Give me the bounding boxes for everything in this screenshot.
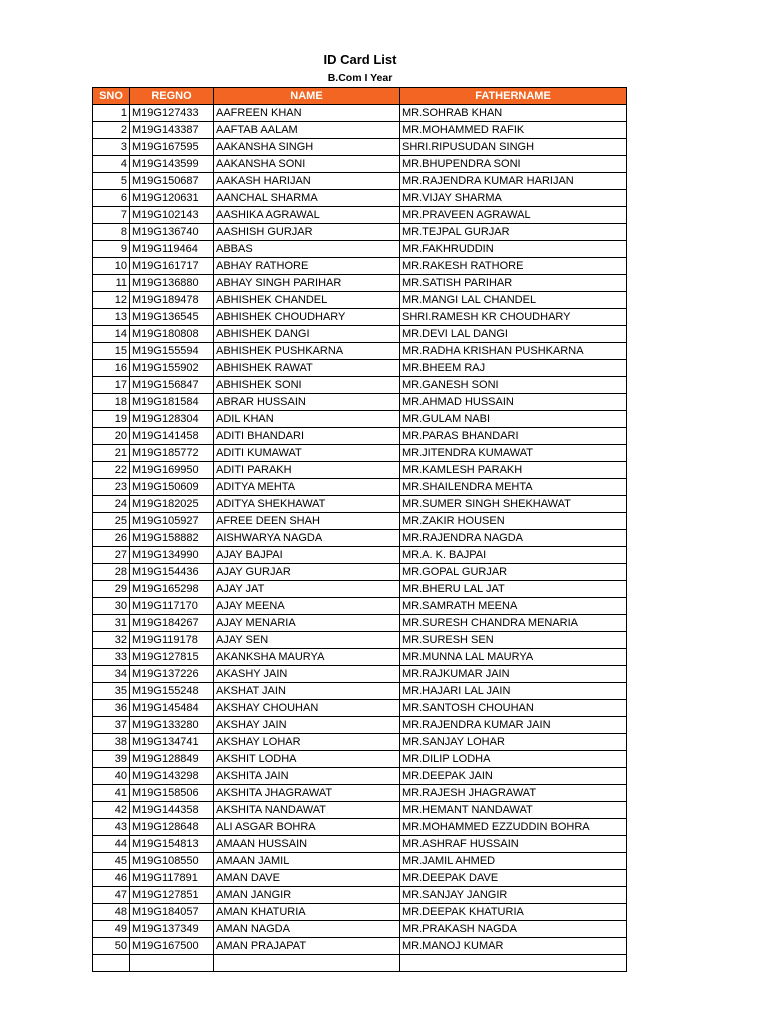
cell-regno: M19G141458 (130, 428, 214, 445)
table-row (93, 479, 627, 496)
cell-sno: 21 (93, 445, 130, 462)
cell-sno: 37 (93, 717, 130, 734)
table-row (93, 105, 627, 122)
cell-name: AAKASH HARIJAN (214, 173, 400, 190)
cell-regno: M19G119178 (130, 632, 214, 649)
cell-fathername: MR.PARAS BHANDARI (400, 428, 627, 445)
table-row (93, 530, 627, 547)
cell-name: AASHISH GURJAR (214, 224, 400, 241)
table-row (93, 649, 627, 666)
cell-sno: 5 (93, 173, 130, 190)
cell-sno: 33 (93, 649, 130, 666)
cell-sno: 3 (93, 139, 130, 156)
cell-sno: 38 (93, 734, 130, 751)
cell-sno: 19 (93, 411, 130, 428)
cell-regno: M19G185772 (130, 445, 214, 462)
cell-regno: M19G150687 (130, 173, 214, 190)
cell-name: AKANKSHA MAURYA (214, 649, 400, 666)
cell-regno: M19G143298 (130, 768, 214, 785)
cell-sno: 24 (93, 496, 130, 513)
cell-sno: 7 (93, 207, 130, 224)
cell-regno: M19G137226 (130, 666, 214, 683)
table-row (93, 734, 627, 751)
cell-fathername: MR.DEVI LAL DANGI (400, 326, 627, 343)
cell-name: ADITI BHANDARI (214, 428, 400, 445)
cell-sno: 29 (93, 581, 130, 598)
table-row (93, 241, 627, 258)
cell-regno: M19G184057 (130, 904, 214, 921)
cell-name: AJAY SEN (214, 632, 400, 649)
cell-sno: 11 (93, 275, 130, 292)
cell-fathername: MR.HAJARI LAL JAIN (400, 683, 627, 700)
cell-regno: M19G136545 (130, 309, 214, 326)
cell-fathername: MR.TEJPAL GURJAR (400, 224, 627, 241)
cell-fathername: MR.JITENDRA KUMAWAT (400, 445, 627, 462)
cell-name: AJAY JAT (214, 581, 400, 598)
cell-fathername: MR.GULAM NABI (400, 411, 627, 428)
cell-regno: M19G161717 (130, 258, 214, 275)
cell-fathername: MR.MANOJ KUMAR (400, 938, 627, 955)
cell-sno: 40 (93, 768, 130, 785)
cell-sno: 49 (93, 921, 130, 938)
cell-name: AMAN DAVE (214, 870, 400, 887)
table-row (93, 700, 627, 717)
cell-name: AAKANSHA SONI (214, 156, 400, 173)
cell-name: AMAN JANGIR (214, 887, 400, 904)
cell-sno: 26 (93, 530, 130, 547)
cell-regno: M19G158506 (130, 785, 214, 802)
cell-regno: M19G136740 (130, 224, 214, 241)
cell-fathername: MR.GANESH SONI (400, 377, 627, 394)
table-row (93, 666, 627, 683)
table-row (93, 173, 627, 190)
table-row (93, 309, 627, 326)
table-row (93, 564, 627, 581)
cell-sno: 16 (93, 360, 130, 377)
cell-regno: M19G155594 (130, 343, 214, 360)
table-row (93, 887, 627, 904)
cell-fathername: MR.HEMANT NANDAWAT (400, 802, 627, 819)
cell-sno: 43 (93, 819, 130, 836)
cell-regno: M19G165298 (130, 581, 214, 598)
cell-sno: 44 (93, 836, 130, 853)
cell-name: ADITYA MEHTA (214, 479, 400, 496)
cell-empty (93, 955, 130, 972)
cell-fathername: MR.JAMIL AHMED (400, 853, 627, 870)
cell-name: AJAY GURJAR (214, 564, 400, 581)
cell-name: AFREE DEEN SHAH (214, 513, 400, 530)
cell-regno: M19G127851 (130, 887, 214, 904)
cell-fathername: MR.ZAKIR HOUSEN (400, 513, 627, 530)
cell-name: AKSHITA JAIN (214, 768, 400, 785)
cell-regno: M19G158882 (130, 530, 214, 547)
column-header-sno: SNO (93, 88, 130, 105)
cell-empty (214, 955, 400, 972)
cell-sno: 25 (93, 513, 130, 530)
cell-name: AJAY MEENA (214, 598, 400, 615)
cell-name: ABBAS (214, 241, 400, 258)
cell-fathername: MR.MUNNA LAL MAURYA (400, 649, 627, 666)
cell-name: AMAN NAGDA (214, 921, 400, 938)
cell-name: ADIL KHAN (214, 411, 400, 428)
cell-sno: 18 (93, 394, 130, 411)
cell-sno: 15 (93, 343, 130, 360)
cell-name: AJAY BAJPAI (214, 547, 400, 564)
table-row (93, 122, 627, 139)
cell-name: ADITI KUMAWAT (214, 445, 400, 462)
cell-regno: M19G117891 (130, 870, 214, 887)
table-row (93, 683, 627, 700)
cell-name: ALI ASGAR BOHRA (214, 819, 400, 836)
cell-fathername: MR.A. K. BAJPAI (400, 547, 627, 564)
cell-name: AAKANSHA SINGH (214, 139, 400, 156)
cell-name: AISHWARYA NAGDA (214, 530, 400, 547)
table-row (93, 275, 627, 292)
cell-regno: M19G169950 (130, 462, 214, 479)
document-subtitle: B.Com I Year (327, 72, 393, 84)
cell-regno: M19G119464 (130, 241, 214, 258)
table-row (93, 717, 627, 734)
table-row (93, 836, 627, 853)
cell-regno: M19G155248 (130, 683, 214, 700)
cell-regno: M19G189478 (130, 292, 214, 309)
cell-fathername: MR.FAKHRUDDIN (400, 241, 627, 258)
cell-name: AJAY MENARIA (214, 615, 400, 632)
table-row (93, 343, 627, 360)
cell-regno: M19G155902 (130, 360, 214, 377)
table-row (93, 513, 627, 530)
cell-name: AMAAN JAMIL (214, 853, 400, 870)
cell-empty (130, 955, 214, 972)
cell-sno: 45 (93, 853, 130, 870)
cell-name: ABHISHEK CHANDEL (214, 292, 400, 309)
cell-sno: 48 (93, 904, 130, 921)
cell-sno: 35 (93, 683, 130, 700)
cell-regno: M19G181584 (130, 394, 214, 411)
cell-fathername: MR.SANJAY LOHAR (400, 734, 627, 751)
cell-fathername: MR.DILIP LODHA (400, 751, 627, 768)
table-row (93, 139, 627, 156)
cell-regno: M19G128304 (130, 411, 214, 428)
cell-sno: 4 (93, 156, 130, 173)
cell-sno: 46 (93, 870, 130, 887)
cell-sno: 13 (93, 309, 130, 326)
cell-name: AASHIKA AGRAWAL (214, 207, 400, 224)
cell-name: AKSHITA JHAGRAWAT (214, 785, 400, 802)
table-row (93, 360, 627, 377)
cell-sno: 8 (93, 224, 130, 241)
cell-regno: M19G144358 (130, 802, 214, 819)
cell-sno: 42 (93, 802, 130, 819)
cell-fathername: MR.DEEPAK JAIN (400, 768, 627, 785)
cell-name: AKSHAY JAIN (214, 717, 400, 734)
cell-fathername: MR.SANTOSH CHOUHAN (400, 700, 627, 717)
table-row (93, 326, 627, 343)
cell-fathername: MR.SANJAY JANGIR (400, 887, 627, 904)
cell-sno: 34 (93, 666, 130, 683)
table-row (93, 377, 627, 394)
cell-fathername: MR.ASHRAF HUSSAIN (400, 836, 627, 853)
table-row (93, 292, 627, 309)
table-row (93, 258, 627, 275)
cell-sno: 6 (93, 190, 130, 207)
table-header-row (93, 88, 627, 105)
cell-regno: M19G108550 (130, 853, 214, 870)
cell-regno: M19G150609 (130, 479, 214, 496)
cell-fathername: MR.BHERU LAL JAT (400, 581, 627, 598)
cell-regno: M19G105927 (130, 513, 214, 530)
cell-fathername: MR.RAJESH JHAGRAWAT (400, 785, 627, 802)
cell-regno: M19G134990 (130, 547, 214, 564)
cell-sno: 32 (93, 632, 130, 649)
cell-sno: 12 (93, 292, 130, 309)
cell-name: AKSHIT LODHA (214, 751, 400, 768)
table-row (93, 598, 627, 615)
cell-fathername: MR.PRAKASH NAGDA (400, 921, 627, 938)
cell-name: ABHISHEK RAWAT (214, 360, 400, 377)
table-row (93, 428, 627, 445)
cell-fathername: MR.MANGI LAL CHANDEL (400, 292, 627, 309)
table-row (93, 853, 627, 870)
cell-name: AKSHITA NANDAWAT (214, 802, 400, 819)
cell-fathername: MR.SHAILENDRA MEHTA (400, 479, 627, 496)
cell-name: AKSHAY CHOUHAN (214, 700, 400, 717)
table-row (93, 751, 627, 768)
table-row-empty (93, 955, 627, 972)
cell-fathername: MR.RAJENDRA KUMAR JAIN (400, 717, 627, 734)
table-row (93, 870, 627, 887)
column-header-regno: REGNO (130, 88, 214, 105)
table-row (93, 615, 627, 632)
cell-sno: 14 (93, 326, 130, 343)
cell-name: AAFREEN KHAN (214, 105, 400, 122)
column-header-name: NAME (214, 88, 400, 105)
cell-regno: M19G167500 (130, 938, 214, 955)
cell-sno: 2 (93, 122, 130, 139)
table-row (93, 632, 627, 649)
cell-sno: 10 (93, 258, 130, 275)
cell-fathername: MR.MOHAMMED EZZUDDIN BOHRA (400, 819, 627, 836)
table-body (93, 105, 627, 972)
cell-regno: M19G143387 (130, 122, 214, 139)
cell-name: ABRAR HUSSAIN (214, 394, 400, 411)
table-row (93, 547, 627, 564)
cell-regno: M19G127815 (130, 649, 214, 666)
table-row (93, 802, 627, 819)
cell-sno: 17 (93, 377, 130, 394)
table-row (93, 785, 627, 802)
cell-fathername: MR.SURESH SEN (400, 632, 627, 649)
cell-fathername: MR.DEEPAK KHATURIA (400, 904, 627, 921)
cell-sno: 27 (93, 547, 130, 564)
cell-regno: M19G102143 (130, 207, 214, 224)
cell-fathername: MR.AHMAD HUSSAIN (400, 394, 627, 411)
cell-sno: 1 (93, 105, 130, 122)
cell-fathername: MR.GOPAL GURJAR (400, 564, 627, 581)
cell-name: ABHISHEK PUSHKARNA (214, 343, 400, 360)
cell-regno: M19G180808 (130, 326, 214, 343)
cell-regno: M19G156847 (130, 377, 214, 394)
cell-sno: 9 (93, 241, 130, 258)
cell-regno: M19G136880 (130, 275, 214, 292)
cell-name: AAFTAB AALAM (214, 122, 400, 139)
cell-regno: M19G134741 (130, 734, 214, 751)
table-row (93, 394, 627, 411)
cell-fathername: MR.RAJENDRA KUMAR HARIJAN (400, 173, 627, 190)
table-row (93, 156, 627, 173)
table-row (93, 190, 627, 207)
cell-regno: M19G120631 (130, 190, 214, 207)
cell-name: ABHAY RATHORE (214, 258, 400, 275)
cell-name: ABHISHEK SONI (214, 377, 400, 394)
cell-regno: M19G182025 (130, 496, 214, 513)
cell-regno: M19G167595 (130, 139, 214, 156)
cell-fathername: MR.MOHAMMED RAFIK (400, 122, 627, 139)
cell-fathername: MR.PRAVEEN AGRAWAL (400, 207, 627, 224)
table-row (93, 938, 627, 955)
cell-sno: 41 (93, 785, 130, 802)
cell-regno: M19G145484 (130, 700, 214, 717)
cell-sno: 22 (93, 462, 130, 479)
table-row (93, 207, 627, 224)
cell-sno: 20 (93, 428, 130, 445)
document-title: ID Card List (323, 52, 397, 67)
cell-regno: M19G128849 (130, 751, 214, 768)
table-row (93, 581, 627, 598)
table-row (93, 904, 627, 921)
cell-name: ADITI PARAKH (214, 462, 400, 479)
cell-regno: M19G154436 (130, 564, 214, 581)
cell-fathername: MR.VIJAY SHARMA (400, 190, 627, 207)
cell-name: ADITYA SHEKHAWAT (214, 496, 400, 513)
cell-sno: 36 (93, 700, 130, 717)
table-row (93, 768, 627, 785)
id-card-table (92, 87, 627, 972)
cell-sno: 31 (93, 615, 130, 632)
cell-sno: 30 (93, 598, 130, 615)
cell-regno: M19G184267 (130, 615, 214, 632)
cell-name: AKASHY JAIN (214, 666, 400, 683)
cell-fathername: MR.BHUPENDRA SONI (400, 156, 627, 173)
cell-sno: 50 (93, 938, 130, 955)
cell-name: AKSHAT JAIN (214, 683, 400, 700)
cell-fathername: MR.SATISH PARIHAR (400, 275, 627, 292)
cell-fathername: MR.RAKESH RATHORE (400, 258, 627, 275)
table-row (93, 224, 627, 241)
cell-name: AANCHAL SHARMA (214, 190, 400, 207)
cell-fathername: MR.RADHA KRISHAN PUSHKARNA (400, 343, 627, 360)
cell-sno: 47 (93, 887, 130, 904)
table-row (93, 411, 627, 428)
cell-regno: M19G154813 (130, 836, 214, 853)
table-row (93, 462, 627, 479)
cell-regno: M19G143599 (130, 156, 214, 173)
cell-fathername: MR.SAMRATH MEENA (400, 598, 627, 615)
table-row (93, 921, 627, 938)
cell-fathername: MR.SUMER SINGH SHEKHAWAT (400, 496, 627, 513)
cell-regno: M19G117170 (130, 598, 214, 615)
cell-fathername: SHRI.RAMESH KR CHOUDHARY (400, 309, 627, 326)
cell-fathername: MR.KAMLESH PARAKH (400, 462, 627, 479)
cell-regno: M19G128648 (130, 819, 214, 836)
column-header-fathername: FATHERNAME (400, 88, 627, 105)
cell-fathername: MR.SOHRAB KHAN (400, 105, 627, 122)
cell-fathername: SHRI.RIPUSUDAN SINGH (400, 139, 627, 156)
table-row (93, 445, 627, 462)
cell-name: ABHAY SINGH PARIHAR (214, 275, 400, 292)
cell-regno: M19G133280 (130, 717, 214, 734)
cell-fathername: MR.RAJKUMAR JAIN (400, 666, 627, 683)
cell-regno: M19G127433 (130, 105, 214, 122)
cell-sno: 28 (93, 564, 130, 581)
cell-name: ABHISHEK CHOUDHARY (214, 309, 400, 326)
cell-regno: M19G137349 (130, 921, 214, 938)
cell-fathername: MR.SURESH CHANDRA MENARIA (400, 615, 627, 632)
cell-name: AKSHAY LOHAR (214, 734, 400, 751)
table-row (93, 496, 627, 513)
table-row (93, 819, 627, 836)
cell-fathername: MR.DEEPAK DAVE (400, 870, 627, 887)
cell-fathername: MR.RAJENDRA NAGDA (400, 530, 627, 547)
cell-name: AMAN KHATURIA (214, 904, 400, 921)
cell-name: AMAAN HUSSAIN (214, 836, 400, 853)
cell-sno: 23 (93, 479, 130, 496)
cell-sno: 39 (93, 751, 130, 768)
cell-name: ABHISHEK DANGI (214, 326, 400, 343)
cell-fathername: MR.BHEEM RAJ (400, 360, 627, 377)
cell-name: AMAN PRAJAPAT (214, 938, 400, 955)
cell-empty (400, 955, 627, 972)
